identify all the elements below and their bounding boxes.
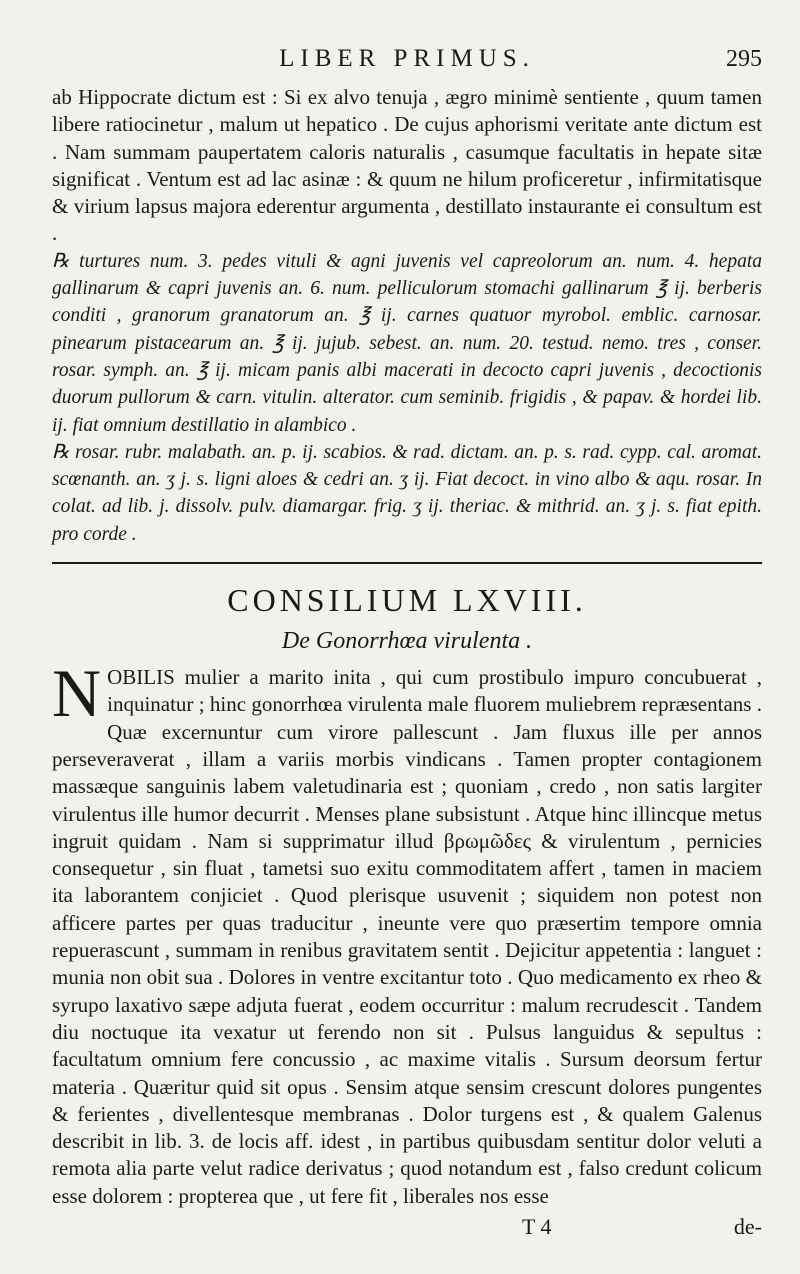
previous-consilium-text (52, 84, 762, 248)
page-number: 295 (726, 46, 762, 72)
consilium-subtitle: De Gonorrhœa virulenta . (281, 628, 533, 655)
page-footer (52, 1214, 762, 1244)
recipe-block (52, 248, 762, 548)
signature-mark: T 4 (522, 1214, 552, 1239)
consilium-heading: CONSILIUM LXVIII. (227, 582, 587, 619)
consilium-body: OBILIS mulier a marito inita , qui cum prostibulo impuro concubuerat , inquinatur ; hinc gonorrhœa virulenta male fluorem muliebrem repræsentans . Quæ excernuntur cum virore pallescunt . Jam fluxus ille per annos perseveraverat , illam a variis morbis vindicans . Tamen propter contagionem massæque sanguinis labem valetudinaria est ; quoniam , credo , non satis largiter virulentus ille humor decurrit . Menses plane subsistunt . Atque hinc illincque metus ingruit quidam . Nam si supprimatur illud βρωμῶδες & virulentum , pernicies consequetur , sin fluat , tametsi suo exitu commoditatem affert , tamen in maciem ita laborantem conjiciet . Quod plerisque usuvenit ; siquidem non potest non afficere partes per quas traducitur , ineunte vere quo præsertim tempore omnia repuerascunt , summam in renibus gravitatem sentit . Dejicitur appetentia : languet : munia non obit sua . Dolores in ventre excitantur toto . Quo medicamento ex rheo & syrupo laxativo sæpe adjuta fuerat , eodem occurritur : malum recrudescit . Tandem diu noctuque ita vexatur ut ferendo non sit . Pulsus languidus & sepultus : facultatum omnium fere concussio , ac maxime vitalis . Sursum deorsum fertur materia . Quæritur quid sit opus . Sensim atque sensim crescunt dolores pungentes & ferientes , divellentesque membranas . Dolor turgens est , & qualem Galenus describit in lib. 3. de locis aff. idest , in partibus quibusdam sentitur dolor veluti a remota alia parte velut radice derivatus ; quod notandum est , falso credunt colicum esse dolorem : propterea que , ut fere fit , liberales nos esse (52, 665, 762, 1208)
section-divider (52, 562, 762, 564)
running-head (52, 34, 762, 84)
recipe-second: ℞ rosar. rubr. malabath. an. p. ij. scabios. & rad. dictam. an. p. s. rad. cypp. cal. aromat. scœnanth. an. ʒ j. s. ligni aloes & cedri an. ʒ ij. Fiat decoct. in vino albo & aqu. rosar. In colat. ad lib. j. dissolv. pulv. diamargar. frig. ʒ ij. theriac. & mithrid. an. ʒ j. s. fiat epith. pro corde . (52, 441, 762, 545)
running-head-title: LIBER PRIMUS. (279, 45, 535, 72)
consilium-paragraph (52, 655, 762, 1210)
recipe-first: ℞ turtures num. 3. pedes vituli & agni juvenis vel capreolorum an. num. 4. hepata gallinarum & capri juvenis an. 6. num. pelliculorum stomachi gallinarum ℥ ij. berberis conditi , granorum granatorum an. ℥ ij. carnes quatuor myrobol. emblic. carnosar. pinearum pistacearum an. ℥ ij. jujub. sebest. an. num. 20. testud. nemo. tres , conser. rosar. symph. an. ℥ ij. micam panis albi macerati in decocto capri juvenis , decoctionis duorum pullorum & carn. vitulin. alterator. cum seminib. frigidis , & papav. & hordei lib. ij. fiat omnium destillatio in alambico . (52, 250, 762, 436)
drop-cap-letter: N (52, 655, 102, 732)
catchword: de- (733, 1214, 762, 1239)
previous-consilium-paragraph: ab Hippocrate dictum est : Si ex alvo tenuja , ægro minimè sentiente , quum tamen libere ratiocinetur , malum ut hepatico . De cujus aphorismi veritate ante dictum est . Nam summam paupertatem caloris naturalis , casumque facultatis in hepate sitæ significat . Ventum est ad lac asinæ : & quum ne hilum proficeretur , infirmitatisque & virium lapsus majora ederentur argumenta , destillato instaurante ei consultum est . (52, 85, 762, 246)
